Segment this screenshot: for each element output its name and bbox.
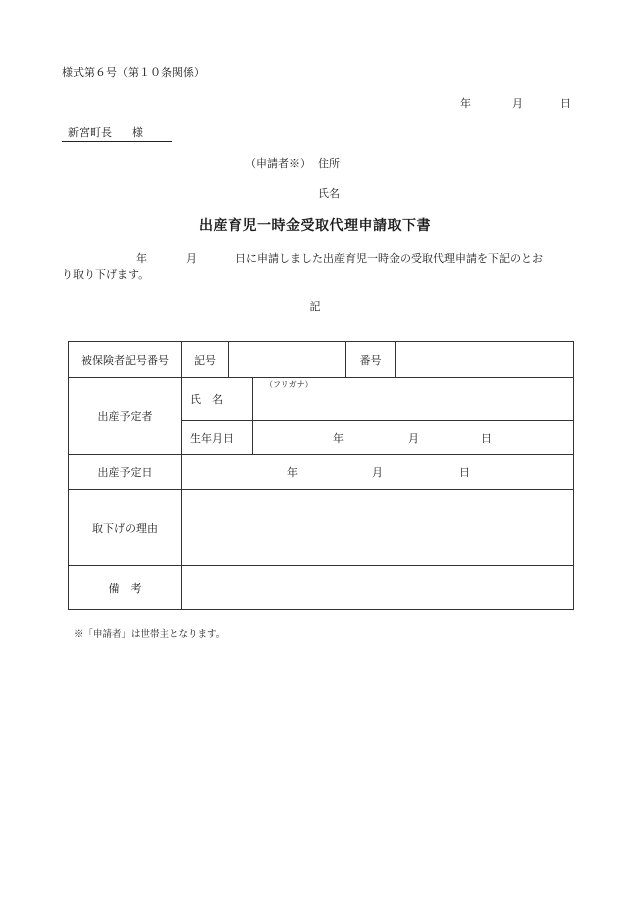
body-year: 年 (136, 252, 147, 265)
number-label: 番号 (346, 342, 396, 378)
footnote: ※「申請者」は世帯主となります。 (74, 629, 226, 640)
applicant-label: （申請者※） (245, 157, 311, 170)
date-year: 年 (460, 97, 471, 110)
birth-year-label: 年 (333, 431, 344, 445)
form-number: 様式第６号（第１０条関係） (62, 66, 205, 79)
applicant-address-label: 住所 (318, 157, 340, 170)
birth-day-label: 日 (481, 431, 492, 445)
due-date-label: 出産予定日 (69, 455, 182, 490)
furigana-label: （フリガナ） (265, 380, 313, 389)
reason-field[interactable] (182, 490, 574, 566)
row-due-date (69, 455, 574, 490)
withdrawal-form-table (68, 341, 574, 610)
body-month: 月 (186, 252, 197, 265)
row-insured-number (69, 342, 574, 378)
due-date-field[interactable] (182, 455, 574, 490)
reason-label: 取下げの理由 (69, 490, 182, 566)
addressee (62, 124, 172, 142)
document-title: 出産育児一時金受取代理申請取下書 (199, 218, 431, 234)
addressee-honorific: 様 (132, 126, 143, 139)
name-label: 氏 名 (182, 378, 253, 421)
number-field[interactable] (396, 342, 574, 378)
expectant-label: 出産予定者 (69, 378, 182, 455)
remarks-label: 備 考 (69, 566, 182, 610)
symbol-label: 記号 (182, 342, 229, 378)
birth-month-label: 月 (408, 431, 419, 445)
birthdate-label: 生年月日 (182, 421, 253, 455)
due-month-label: 月 (372, 466, 383, 479)
due-year-label: 年 (287, 466, 298, 479)
row-remarks (69, 566, 574, 610)
symbol-field[interactable] (229, 342, 346, 378)
addressee-name: 新宮町長 (68, 126, 112, 139)
date-month: 月 (512, 97, 523, 110)
row-reason (69, 490, 574, 566)
date-day: 日 (560, 97, 571, 110)
ki-heading: 記 (309, 300, 321, 313)
body-text: 日に申請しました出産育児一時金の受取代理申請を下記のとお (235, 252, 543, 265)
row-expectant-name (69, 378, 574, 421)
remarks-field[interactable] (182, 566, 574, 610)
birthdate-field[interactable] (253, 421, 574, 455)
name-field[interactable] (253, 378, 574, 421)
insured-number-label: 被保険者記号番号 (69, 342, 182, 378)
applicant-name-label: 氏名 (318, 187, 340, 200)
body-line-2: り取り下げます。 (62, 268, 150, 281)
due-day-label: 日 (459, 466, 470, 479)
